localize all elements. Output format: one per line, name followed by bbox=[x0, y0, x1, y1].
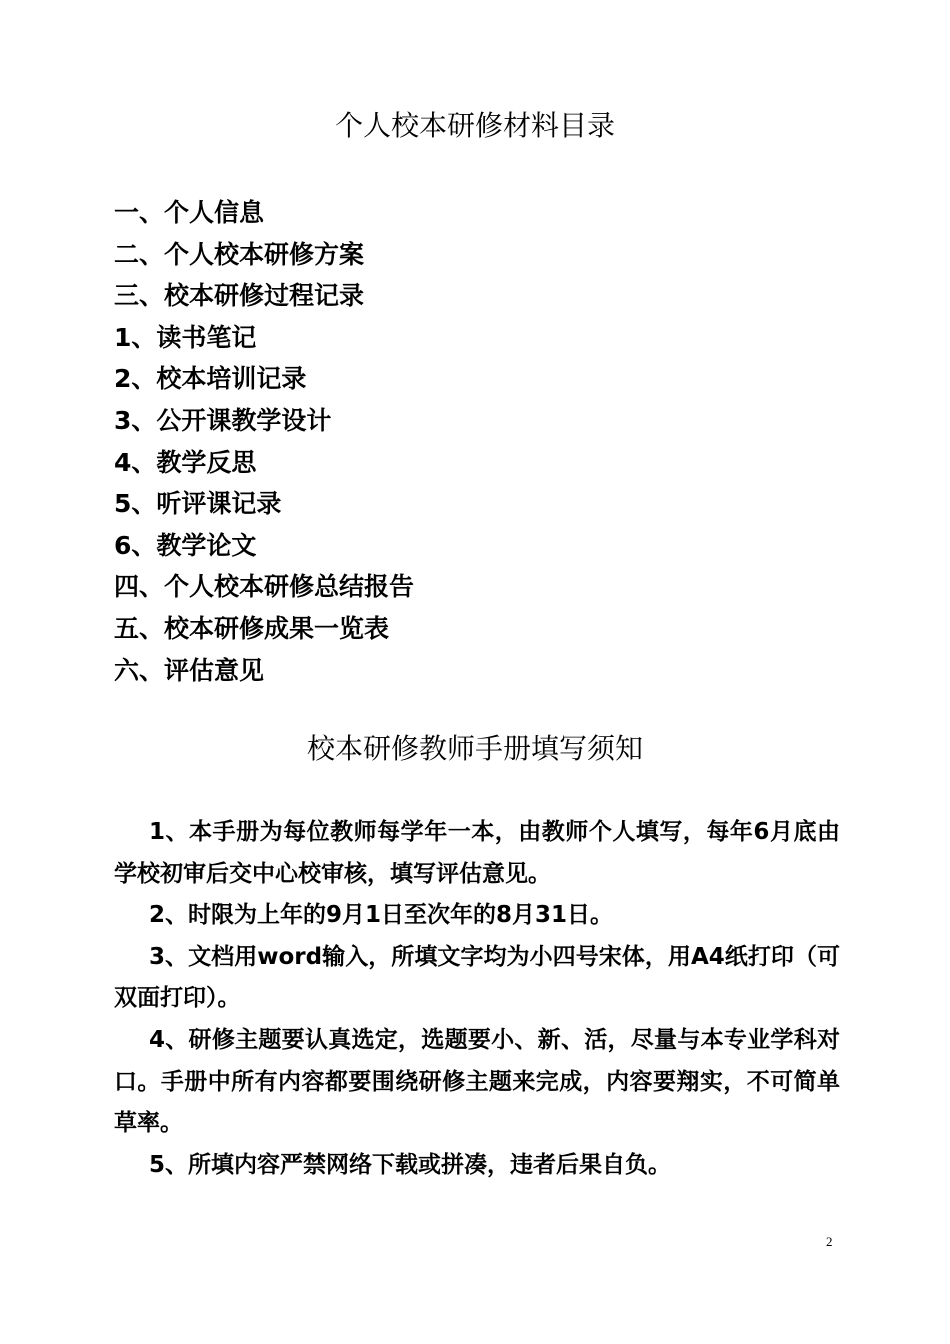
notice-paragraph: 3、文档用word输入，所填文字均为小四号宋体，用A4纸打印（可双面打印）。 bbox=[114, 943, 840, 1012]
toc-item-results-table: 五、校本研修成果一览表 bbox=[114, 613, 390, 643]
toc-item-lesson-evaluation: 5、听评课记录 bbox=[114, 489, 282, 519]
notice-paragraph: 1、本手册为每位教师每学年一本，由教师个人填写，每年6月底由学校初审后交中心校审核，填写评估意见。 bbox=[114, 819, 840, 887]
page-number: 2 bbox=[826, 1234, 833, 1249]
toc-list bbox=[114, 192, 414, 691]
toc-item-process-record: 三、校本研修过程记录 bbox=[114, 281, 365, 311]
notice-body bbox=[114, 812, 840, 1186]
toc-item-teaching-paper: 6、教学论文 bbox=[114, 530, 257, 560]
toc-title: 个人校本研修材料目录 bbox=[334, 109, 615, 142]
notice-paragraph: 2、时限为上年的9月1日至次年的8月31日。 bbox=[149, 902, 614, 929]
toc-item-evaluation: 六、评估意见 bbox=[114, 655, 265, 685]
notice-title: 校本研修教师手册填写须知 bbox=[306, 732, 643, 765]
toc-item-teaching-reflection: 4、教学反思 bbox=[114, 447, 257, 477]
toc-item-personal-info: 一、个人信息 bbox=[114, 198, 265, 227]
notice-paragraph: 5、所填内容严禁网络下载或拼凑，违者后果自负。 bbox=[149, 1151, 672, 1178]
toc-item-research-plan: 二、个人校本研修方案 bbox=[114, 239, 365, 269]
notice-paragraph: 4、研修主题要认真选定，选题要小、新、活，尽量与本专业学科对口。手册中所有内容都要围绕研修主题来完成，内容要翔实，不可简单草率。 bbox=[114, 1026, 840, 1137]
toc-item-summary-report: 四、个人校本研修总结报告 bbox=[114, 572, 415, 602]
toc-item-reading-notes: 1、读书笔记 bbox=[114, 322, 257, 352]
toc-item-training-record: 2、校本培训记录 bbox=[114, 364, 307, 394]
toc-item-open-class-design: 3、公开课教学设计 bbox=[114, 405, 332, 435]
